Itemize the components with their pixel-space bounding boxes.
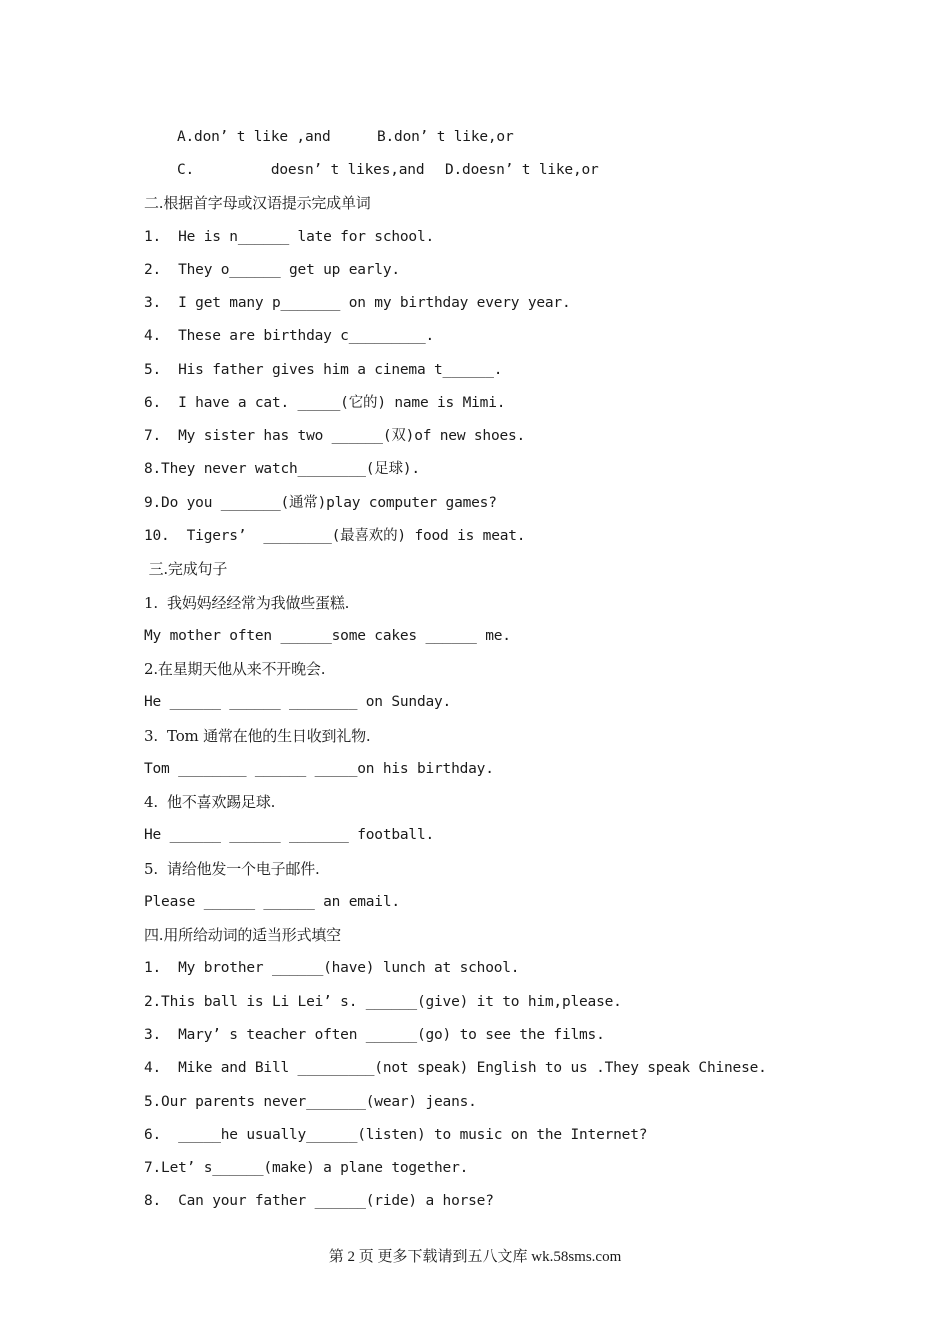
section2-title: 二.根据首字母或汉语提示完成单词 (144, 194, 371, 212)
list-item: 1. My brother ______(have) lunch at school. (144, 960, 520, 976)
list-item-en: Tom ________ ______ _____on his birthday. (144, 761, 494, 777)
list-item: 4. Mike and Bill _________(not speak) English to us .They speak Chinese. (144, 1060, 767, 1076)
list-item-cn: 1. 我妈妈经经常为我做些蛋糕. (144, 594, 350, 612)
list-item: 2.This ball is Li Lei’ s. ______(give) it to him,please. (144, 994, 622, 1010)
list-item: 2. They o______ get up early. (144, 262, 400, 278)
option-c: C. doesn’ t likes,and (177, 162, 425, 178)
list-item: 10. Tigers’ ________(最喜欢的) food is meat. (144, 528, 526, 544)
option-d: D.doesn’ t like,or (445, 162, 599, 178)
option-b: B.don’ t like,or (377, 129, 514, 145)
list-item-en: My mother often ______some cakes ______ me. (144, 628, 511, 644)
list-item: 5. His father gives him a cinema t______. (144, 362, 503, 378)
list-item-cn: 4. 他不喜欢踢足球. (144, 793, 276, 811)
list-item-cn: 2.在星期天他从来不开晚会. (144, 660, 326, 678)
list-item-cn: 5. 请给他发一个电子邮件. (144, 860, 320, 878)
list-item: 8.They never watch________(足球). (144, 461, 420, 477)
section4-title: 四.用所给动词的适当形式填空 (144, 926, 341, 944)
section3-title: 三.完成句子 (144, 560, 228, 578)
list-item: 4. These are birthday c_________. (144, 328, 435, 344)
list-item: 5.Our parents never_______(wear) jeans. (144, 1094, 477, 1110)
list-item: 3. Mary’ s teacher often ______(go) to see the films. (144, 1027, 605, 1043)
list-item: 8. Can your father ______(ride) a horse? (144, 1193, 494, 1209)
list-item: 1. He is n______ late for school. (144, 229, 435, 245)
list-item: 6. _____he usually______(listen) to music on the Internet? (144, 1127, 648, 1143)
list-item: 9.Do you _______(通常)play computer games? (144, 495, 497, 511)
option-a: A.don’ t like ,and (177, 129, 331, 145)
page-footer: 第 2 页 更多下载请到五八文库 wk.58sms.com (328, 1249, 622, 1265)
list-item: 3. I get many p_______ on my birthday every year. (144, 295, 571, 311)
list-item-en: Please ______ ______ an email. (144, 894, 400, 910)
list-item: 6. I have a cat. _____(它的) name is Mimi. (144, 395, 506, 411)
list-item: 7. My sister has two ______(双)of new shoes. (144, 428, 526, 444)
list-item-en: He ______ ______ ________ on Sunday. (144, 694, 452, 710)
list-item-en: He ______ ______ _______ football. (144, 827, 435, 843)
list-item: 7.Let’ s______(make) a plane together. (144, 1160, 469, 1176)
list-item-cn: 3. Tom 通常在他的生日收到礼物. (144, 727, 371, 745)
